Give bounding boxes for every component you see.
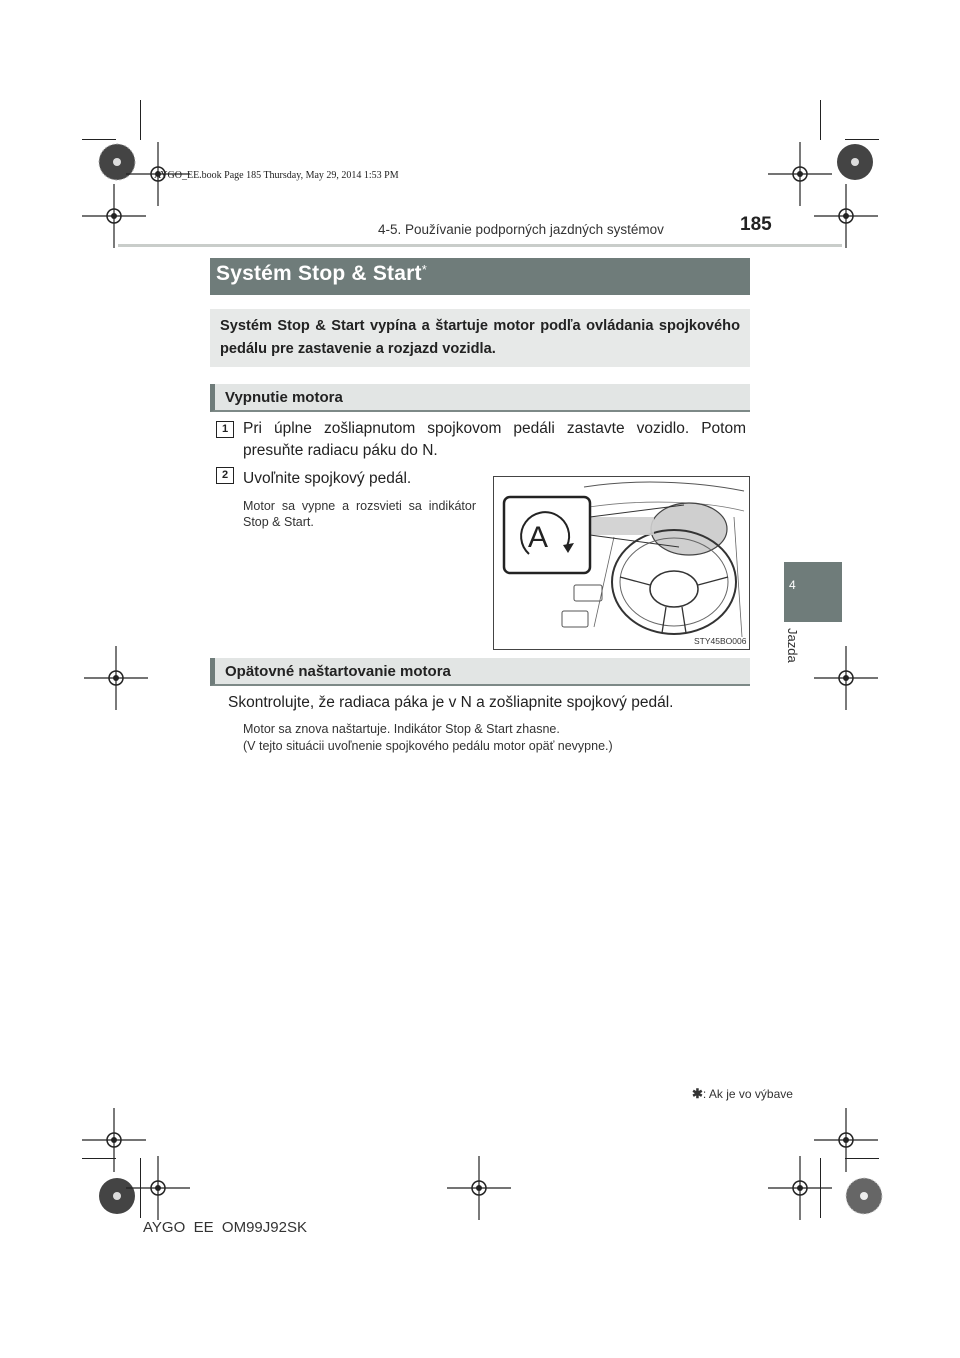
footnote-text: : Ak je vo výbave bbox=[702, 1087, 793, 1101]
crop-line bbox=[845, 1158, 879, 1159]
crop-line bbox=[82, 1158, 116, 1159]
step2-note: Motor sa vypne a rozsvieti sa indikátor Stop & Start. bbox=[243, 499, 476, 529]
chapter-number: 4 bbox=[789, 578, 796, 592]
section-heading-engine-stop: Vypnutie motora bbox=[225, 389, 343, 406]
crop-line bbox=[845, 139, 879, 140]
chapter-label: Jazda bbox=[785, 628, 800, 663]
book-info: AYGO_EE.book Page 185 Thursday, May 29, 2014 1:53 PM bbox=[154, 170, 399, 181]
registration-crosshair-mark bbox=[84, 646, 148, 710]
restart-note-line2: (V tejto situácii uvoľnenie spojkového pedálu motor opäť nevypne.) bbox=[243, 739, 613, 753]
page-title-text: Systém Stop & Start bbox=[216, 262, 422, 285]
section-heading-engine-restart: Opätovné naštartovanie motora bbox=[225, 663, 451, 680]
registration-crosshair-mark bbox=[814, 646, 878, 710]
step-number-badge: 1 bbox=[216, 421, 234, 438]
crop-line bbox=[820, 1158, 821, 1218]
header-section-title: 4-5. Používanie podporných jazdných systémov bbox=[378, 222, 664, 237]
registration-crosshair-mark bbox=[82, 184, 146, 248]
footnote-star: ✱ bbox=[692, 1086, 703, 1101]
illustration-code: STY45BO006 bbox=[694, 636, 747, 646]
crop-line bbox=[140, 1158, 141, 1218]
registration-circle-mark bbox=[832, 1164, 896, 1228]
restart-note-line1: Motor sa znova naštartuje. Indikátor Stop & Start zhasne. bbox=[243, 722, 560, 736]
step1-text: Pri úplne zošliapnutom spojkovom pedáli zastavte vozidlo. Potom presuňte radiacu páku do N. bbox=[243, 420, 746, 459]
page-number: 185 bbox=[740, 214, 772, 235]
registration-crosshair-mark bbox=[126, 1156, 190, 1220]
header-rule bbox=[118, 244, 842, 247]
registration-crosshair-mark bbox=[447, 1156, 511, 1220]
restart-text: Skontrolujte, že radiaca páka je v N a zošliapnite spojkový pedál. bbox=[228, 694, 674, 711]
footnote bbox=[692, 1086, 793, 1102]
crop-line bbox=[140, 100, 141, 140]
crop-line bbox=[82, 139, 116, 140]
crop-line bbox=[820, 100, 821, 140]
title-footnote-star: * bbox=[421, 262, 427, 277]
registration-crosshair-mark bbox=[768, 1156, 832, 1220]
dashboard-drawing bbox=[494, 477, 751, 651]
dashboard-illustration bbox=[493, 476, 750, 650]
footer-code-text: AYGO_EE_OM99J92SK bbox=[143, 1222, 307, 1234]
page-title bbox=[216, 262, 427, 286]
intro-text: Systém Stop & Start vypína a štartuje motor podľa ovládania spojkového pedálu pre zastavenie a rozjazd vozidla. bbox=[220, 318, 740, 357]
chapter-tab bbox=[784, 562, 842, 622]
indicator-letter: A bbox=[528, 521, 549, 554]
footer-code bbox=[143, 1222, 307, 1234]
step2-text: Uvoľnite spojkový pedál. bbox=[243, 470, 412, 487]
registration-crosshair-mark bbox=[814, 184, 878, 248]
step-number-badge: 2 bbox=[216, 467, 234, 484]
